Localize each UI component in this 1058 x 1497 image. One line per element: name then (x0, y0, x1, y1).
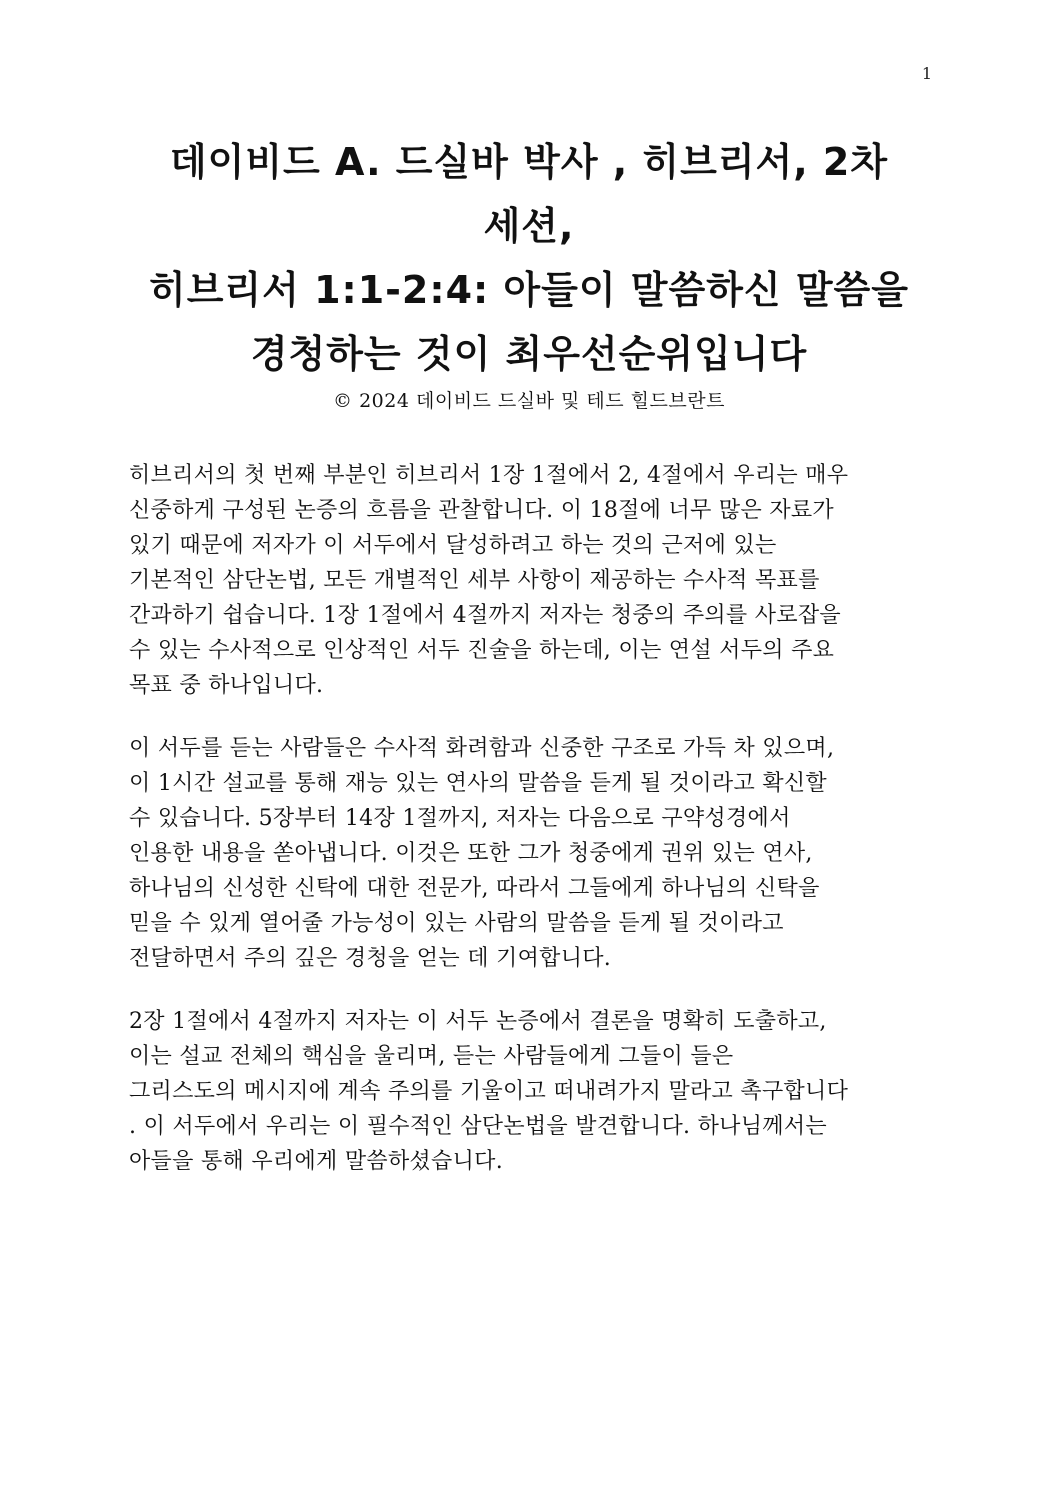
text-line: 목표 중 하나입니다. (129, 673, 324, 698)
text-line: 그리스도의 메시지에 계속 주의를 기울이고 떠내려가지 말라고 촉구합니다 (129, 1079, 849, 1104)
text-line: 이 1시간 설교를 통해 재능 있는 연사의 말씀을 듣게 될 것이라고 확신할 (129, 771, 827, 796)
text-line: 신중하게 구성된 논증의 흐름을 관찰합니다. 이 18절에 너무 많은 자료가 (129, 498, 834, 523)
document-header (100, 130, 958, 414)
paragraph (129, 458, 929, 703)
document-body (129, 458, 929, 1207)
text-line: 아들을 통해 우리에게 말씀하셨습니다. (129, 1149, 504, 1174)
text-line: 인용한 내용을 쏟아냅니다. 이것은 또한 그가 청중에게 권위 있는 연사, (129, 841, 813, 866)
text-line: 2장 1절에서 4절까지 저자는 이 서두 논증에서 결론을 명확히 도출하고, (129, 1009, 827, 1034)
text-line: 이 서두를 듣는 사람들은 수사적 화려함과 신중한 구조로 가득 차 있으며, (129, 736, 835, 761)
text-line: 히브리서의 첫 번째 부분인 히브리서 1장 1절에서 2, 4절에서 우리는 매우 (129, 463, 849, 488)
text-line: . 이 서두에서 우리는 이 필수적인 삼단논법을 발견합니다. 하나님께서는 (129, 1114, 827, 1139)
text-line: 기본적인 삼단논법, 모든 개별적인 세부 사항이 제공하는 수사적 목표를 (129, 568, 820, 593)
text-line: 간과하기 쉽습니다. 1장 1절에서 4절까지 저자는 청중의 주의를 사로잡을 (129, 603, 841, 628)
paragraph (129, 731, 929, 976)
text-line: 수 있는 수사적으로 인상적인 서두 진술을 하는데, 이는 연설 서두의 주요 (129, 638, 835, 663)
paragraph (129, 1004, 929, 1179)
text-line: 수 있습니다. 5장부터 14장 1절까지, 저자는 다음으로 구약성경에서 (129, 806, 791, 831)
document-title-line: 히브리서 1:1-2:4: 아들이 말씀하신 말씀을 (149, 268, 909, 312)
document-title-line: 경청하는 것이 최우선순위입니다 (250, 332, 808, 376)
text-line: 믿을 수 있게 열어줄 가능성이 있는 사람의 말씀을 듣게 될 것이라고 (129, 911, 784, 936)
page-number: 1 (921, 64, 932, 83)
text-line: 전달하면서 주의 깊은 경청을 얻는 데 기여합니다. (129, 946, 612, 971)
text-line: 하나님의 신성한 신탁에 대한 전문가, 따라서 그들에게 하나님의 신탁을 (129, 876, 820, 901)
document-title-line: 데이비드 A. 드실바 박사 , 히브리서, 2차 (169, 140, 889, 184)
copyright-notice: © 2024 데이비드 드실바 및 테드 힐드브란트 (333, 390, 725, 412)
text-line: 이는 설교 전체의 핵심을 울리며, 듣는 사람들에게 그들이 들은 (129, 1044, 734, 1069)
text-line: 있기 때문에 저자가 이 서두에서 달성하려고 하는 것의 근저에 있는 (129, 533, 777, 558)
document-title-line: 세션, (483, 204, 575, 248)
